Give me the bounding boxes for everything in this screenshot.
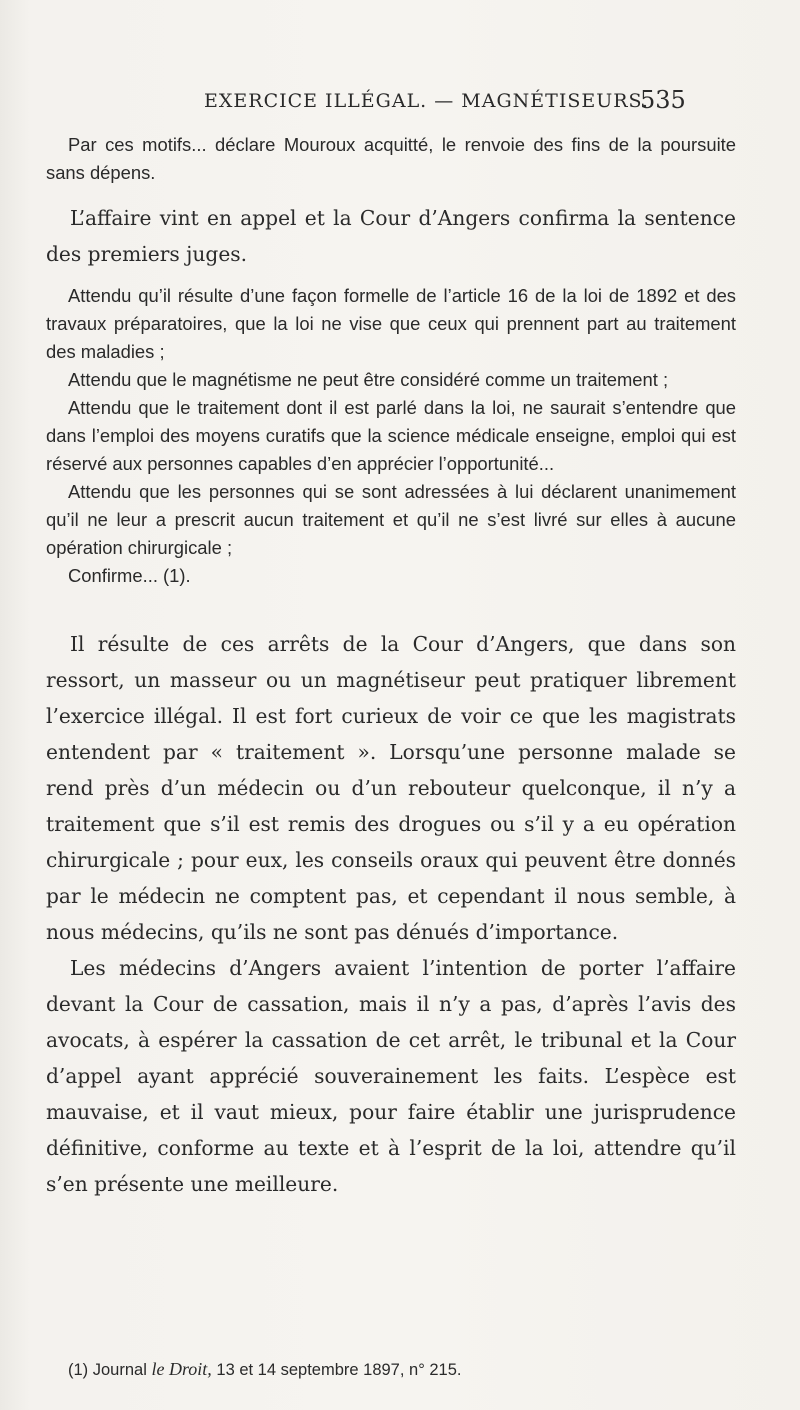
commentary-paragraph-1: Il résulte de ces arrêts de la Cour d’Angers, que dans son ressort, un masseur ou un magnétiseur peut pratiquer librement l’exercice illégal. Il est fort curieux de voir ce que les magistrats entendent par « traitement ». Lorsqu’une personne malade se rend près d’un médecin ou d’un rebouteur quelconque, il n’y a traitement que s’il est remis des drogues ou s’il y a eu opération chirurgicale ; pour eux, les conseils oraux qui peuvent être donnés par le médecin ne comptent pas, et cependant il nous semble, à nous médecins, qu’ils ne sont pas dénués d’importance. [46, 632, 736, 944]
page-number: 535 [640, 86, 686, 114]
running-title: EXERCICE ILLÉGAL. — MAGNÉTISEURS. [204, 90, 649, 112]
footnote-marker: (1) Journal [68, 1361, 147, 1379]
footnote-journal-title: le Droit, [151, 1359, 212, 1379]
appeal-paragraph [46, 200, 736, 272]
ruling-clause-4: Attendu que les personnes qui se sont adressées à lui déclarent unanimement qu’il ne leur a prescrit aucun traitement et qu’il ne s’est livré sur elles à aucune opération chirurgicale ; [46, 481, 736, 558]
appeal-text: L’affaire vint en appel et la Cour d’Angers confirma la sentence des premiers juges. [46, 206, 736, 266]
verdict-text: Par ces motifs... déclare Mouroux acquitté, le renvoie des fins de la poursuite sans dépens. [46, 134, 736, 183]
court-ruling-quote [46, 282, 736, 590]
ruling-clause-1: Attendu qu’il résulte d’une façon formelle de l’article 16 de la loi de 1892 et des travaux préparatoires, que la loi ne vise que ceux qui prennent part au traitement des maladies ; [46, 285, 736, 362]
footnote-details: 13 et 14 septembre 1897, n° 215. [216, 1361, 462, 1379]
page-header [0, 88, 800, 116]
ruling-clause-5: Confirme... (1). [68, 565, 191, 586]
commentary-paragraph-2: Les médecins d’Angers avaient l’intention de porter l’affaire devant la Cour de cassation, mais il n’y a pas, d’après l’avis des avocats, à espérer la cassation de cet arrêt, le tribunal et la Cour d’appel ayant apprécié souverainement les faits. L’espèce est mauvaise, et il vaut mieux, pour faire établir une jurisprudence définitive, conforme au texte et à l’esprit de la loi, attendre qu’il s’en présente une meilleure. [46, 956, 736, 1196]
ruling-clause-2: Attendu que le magnétisme ne peut être considéré comme un traitement ; [68, 369, 669, 390]
commentary-section [46, 626, 736, 1202]
footnote [46, 1358, 746, 1381]
verdict-paragraph [46, 131, 736, 187]
ruling-clause-3: Attendu que le traitement dont il est parlé dans la loi, ne saurait s’entendre que dans l’emploi des moyens curatifs que la science médicale enseigne, emploi qui est réservé aux personnes capables d’en apprécier l’opportunité... [46, 397, 736, 474]
